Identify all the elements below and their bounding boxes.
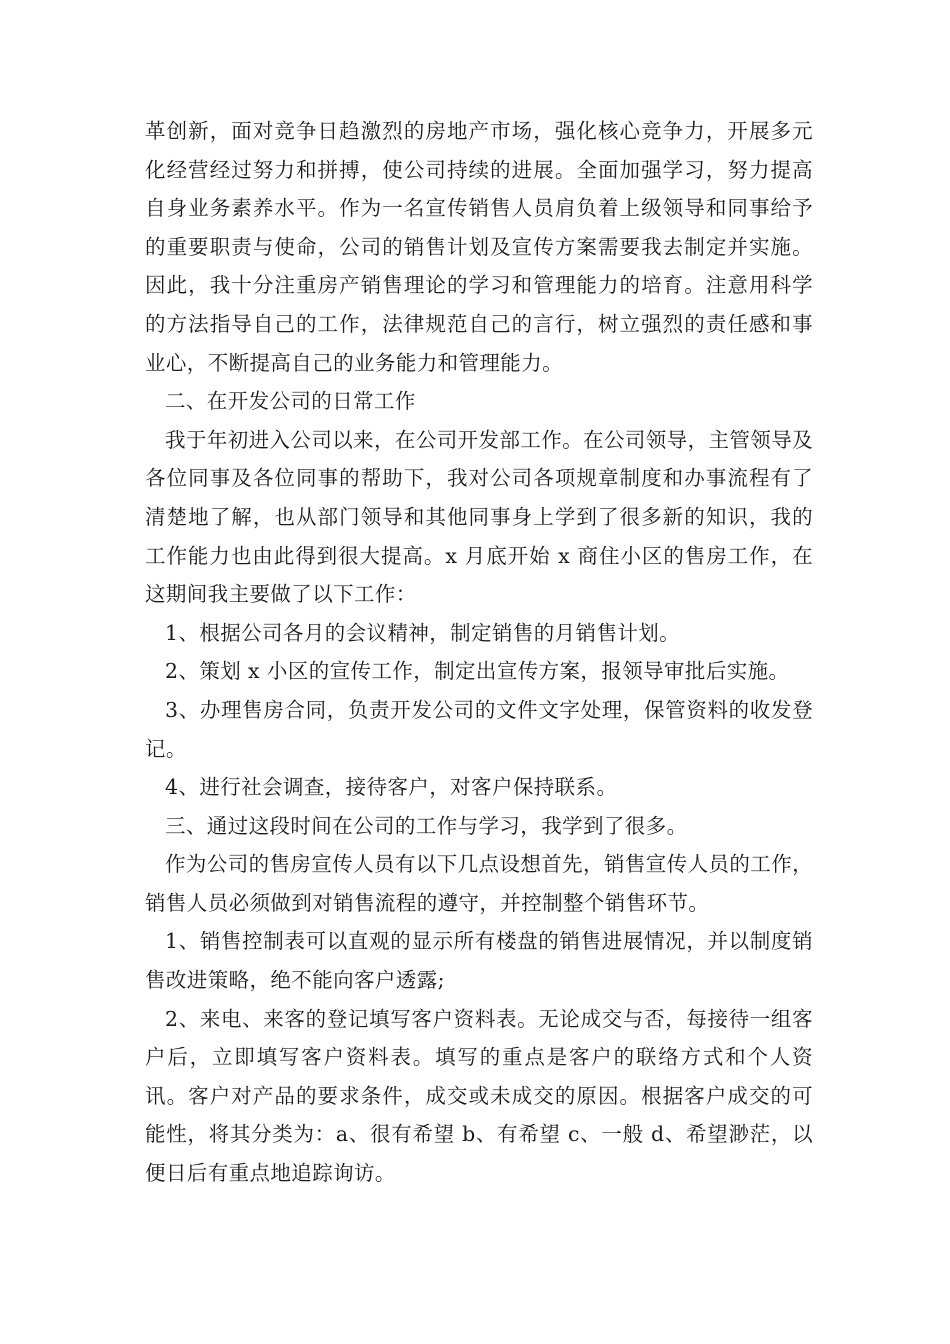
list-item-2: 2、策划 x 小区的宣传工作，制定出宣传方案，报领导审批后实施。 [165,659,790,684]
list-item-3: 3、办理售房合同，负责开发公司的文件文字处理，保管资料的收发登记。 [145,697,813,761]
section-heading-2: 二、在开发公司的日常工作 [165,389,416,414]
list-item-4: 4、进行社会调查，接待客户，对客户保持联系。 [165,775,618,800]
document-body [145,112,813,1193]
section-heading-3: 三、通过这段时间在公司的工作与学习，我学到了很多。 [165,813,688,838]
list-item-1: 1、根据公司各月的会议精神，制定销售的月销售计划。 [165,620,681,645]
paragraph-intro: 我于年初进入公司以来，在公司开发部工作。在公司领导，主管领导及各位同事及各位同事的帮助下，我对公司各项规章制度和办事流程有了清楚地了解，也从部门领导和其他同事身上学到了很多新的知识，我的工作能力也由此得到很大提高。x 月底开始 x 商住小区的售房工作，在这期间我主要做了以下工作： [145,427,813,607]
idea-item-1: 1、销售控制表可以直观的显示所有楼盘的销售进展情况，并以制度销售改进策略，绝不能向客户透露; [145,929,813,993]
idea-item-2: 2、来电、来客的登记填写客户资料表。无论成交与否，每接待一组客户后，立即填写客户资料表。填写的重点是客户的联络方式和个人资讯。客户对产品的要求条件，成交或未成交的原因。根据客户成交的可能性，将其分类为：a、很有希望 b、有希望 c、一般 d、希望渺茫，以便日后有重点地追踪询访。 [145,1006,813,1186]
paragraph-continuation: 革创新，面对竞争日趋激烈的房地产市场，强化核心竞争力，开展多元化经营经过努力和拼搏，使公司持续的进展。全面加强学习，努力提高自身业务素养水平。作为一名宣传销售人员肩负着上级领导和同事给予的重要职责与使命，公司的销售计划及宣传方案需要我去制定并实施。因此，我十分注重房产销售理论的学习和管理能力的培育。注意用科学的方法指导自己的工作，法律规范自己的言行，树立强烈的责任感和事业心，不断提高自己的业务能力和管理能力。 [145,119,813,375]
paragraph-ideas: 作为公司的售房宣传人员有以下几点设想首先，销售宣传人员的工作，销售人员必须做到对销售流程的遵守，并控制整个销售环节。 [145,852,813,915]
